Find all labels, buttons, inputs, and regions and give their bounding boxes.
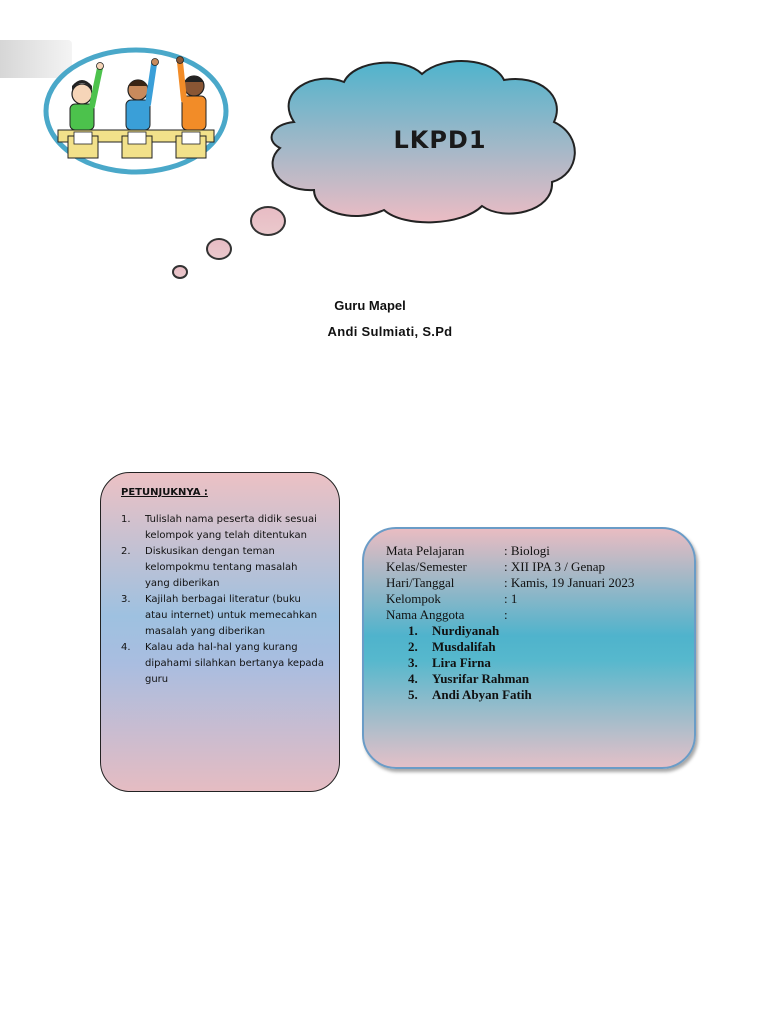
thought-bubble-medium: [206, 238, 232, 260]
member-item: 2. Musdalifah: [408, 639, 496, 654]
page-title: LKPD1: [393, 126, 487, 154]
instructions-heading: PETUNJUKNYA :: [121, 487, 208, 498]
info-row-date: Hari/Tanggal : Kamis, 19 Januari 2023: [386, 575, 635, 590]
group-info-box: [362, 527, 696, 769]
info-row-group: Kelompok : 1: [386, 591, 518, 606]
instructions-list: [121, 512, 325, 688]
instruction-item: 2. Diskusikan dengan teman kelompokmu tentang masalah yang diberikan: [121, 546, 298, 589]
member-item: 5. Andi Abyan Fatih: [408, 687, 532, 702]
teacher-label: Guru Mapel: [334, 298, 406, 313]
instruction-item: 3. Kajilah berbagai literatur (buku atau internet) untuk memecahkan masalah yang diberikan: [121, 594, 318, 637]
thought-bubble-small: [172, 265, 188, 279]
member-item: 1. Nurdiyanah: [408, 623, 500, 638]
instructions-box: [100, 472, 340, 792]
info-row-members: Nama Anggota :: [386, 607, 508, 622]
thought-bubble-large: [250, 206, 286, 236]
member-item: 4. Yusrifar Rahman: [408, 671, 530, 686]
instruction-item: 4. Kalau ada hal-hal yang kurang dipahami silahkan bertanya kepada guru: [121, 642, 325, 685]
info-row-class: Kelas/Semester : XII IPA 3 / Genap: [386, 559, 605, 574]
info-row-subject: Mata Pelajaran : Biologi: [386, 543, 550, 558]
students-raising-hands-logo: [42, 46, 230, 176]
teacher-name: Andi Sulmiati, S.Pd: [327, 324, 453, 339]
instruction-item: 1. Tulislah nama peserta didik sesuai kelompok yang telah ditentukan: [121, 514, 317, 541]
member-item: 3. Lira Firna: [408, 655, 491, 670]
member-list: [386, 623, 684, 703]
